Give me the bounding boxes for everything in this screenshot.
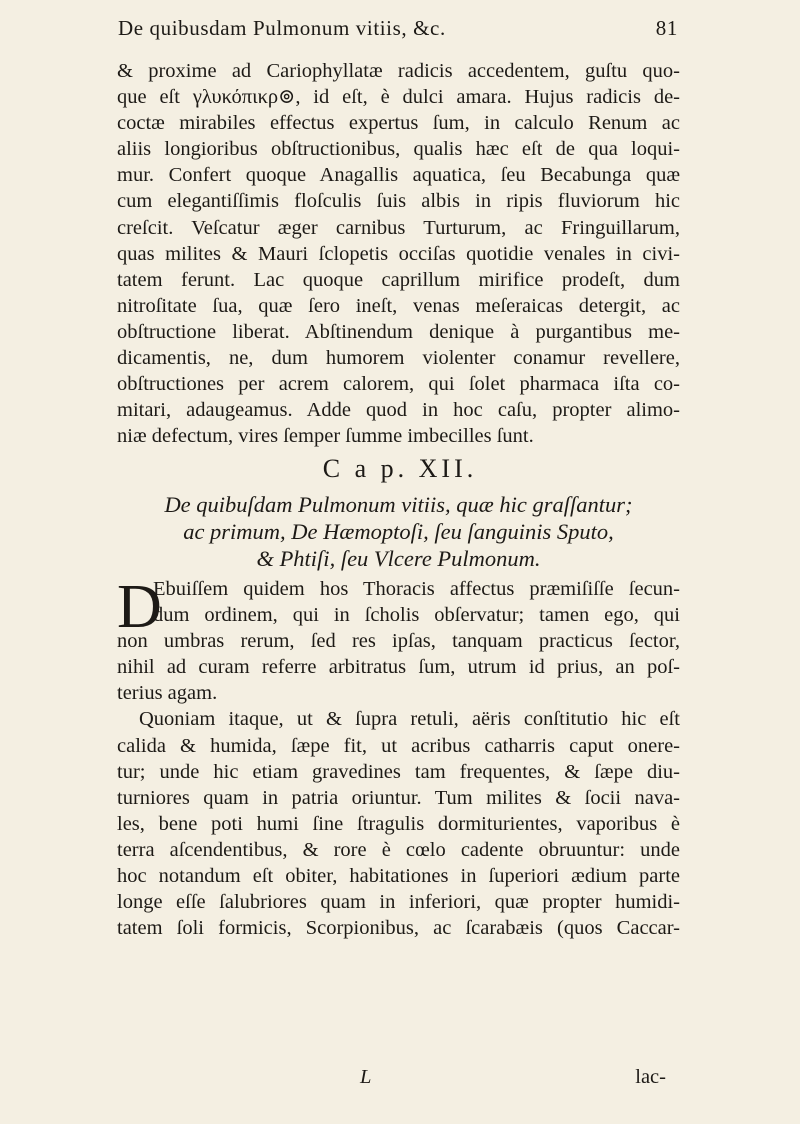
text-line: turniores quam in patria oriuntur. Tum milites & ſocii nava-	[117, 786, 680, 809]
drop-cap: D	[117, 573, 162, 641]
text-line: non umbras rerum, ſed res ipſas, tanquam practicus ſector,	[117, 630, 680, 653]
chapter-title	[117, 491, 680, 572]
text-line: longe eſſe ſalubriores quam in inferiori, quæ propter humidi-	[117, 891, 680, 914]
running-head	[118, 16, 678, 41]
text-line: tur; unde hic etiam gravedines tam frequentes, & ſæpe diu-	[117, 760, 680, 783]
text-line: nihil ad curam referre arbitratus ſum, utrum id prius, an poſ-	[117, 656, 680, 679]
text-line: mitari, adaugeamus. Adde quod in hoc caſu, propter alimo-	[117, 399, 680, 422]
text-line: obſtructione liberat. Abſtinendum denique à purgantibus me-	[117, 320, 680, 343]
text-line: les, bene poti humi ſine ſtragulis dormiturientes, vaporibus è	[117, 812, 680, 835]
text-line: cum elegantiſſimis floſculis ſuis albis in ripis fluviorum hic	[117, 190, 680, 213]
signature-mark: L	[360, 1066, 372, 1088]
page-number: 81	[655, 16, 678, 40]
text-line: nitroſitate ſua, quæ ſero ineſt, venas meſeraicas detergit, ac	[117, 294, 680, 317]
text-line: terius agam.	[117, 682, 218, 705]
chapter-title-line: ac primum, De Hæmoptoſi, ſeu ſanguinis Sputo,	[183, 519, 614, 544]
chapter-number: C a p. XII.	[322, 454, 478, 483]
text-line: aliis longioribus obſtructionibus, qualis hæc eſt de qua loqui-	[117, 138, 680, 161]
text-line: dicamentis, ne, dum humorem violenter conamur revellere,	[117, 347, 680, 370]
text-line: quas milites & Mauri ſclopetis occiſas quotidie venales in civi-	[117, 242, 680, 265]
running-head-title: De quibusdam Pulmonum vitiis, &c.	[118, 16, 446, 40]
text-line: Ebuiſſem quidem hos Thoracis affectus præmiſiſſe ſecun-	[153, 578, 680, 600]
chapter-title-line: De quibuſdam Pulmonum vitiis, quæ hic graſſantur;	[164, 492, 633, 517]
text-line: hoc notandum eſt obiter, habitationes in ſuperiori ædium parte	[117, 865, 680, 888]
text-line: creſcit. Veſcatur æger carnibus Turturum, ac Fringuillarum,	[117, 216, 680, 239]
catchword: lac-	[635, 1066, 666, 1088]
text-line: obſtructiones per acrem calorem, qui ſolet pharmaca iſta co-	[117, 373, 680, 396]
text-line: niæ defectum, vires ſemper ſumme imbecilles ſunt.	[117, 425, 534, 448]
text-line: terra aſcendentibus, & rore è cœlo cadente obruuntur: unde	[117, 838, 680, 861]
chapter-title-line: & Phtiſi, ſeu Vlcere Pulmonum.	[256, 546, 541, 571]
paragraph-continued	[117, 58, 680, 449]
text-line: dum ordinem, qui in ſcholis obſervatur; tamen ego, qui	[153, 604, 680, 627]
chapter-body	[117, 573, 680, 941]
text-line: calida & humida, ſæpe fit, ut acribus catharris caput onere-	[117, 734, 680, 757]
text-line: mur. Confert quoque Anagallis aquatica, ſeu Becabunga quæ	[117, 164, 680, 187]
text-line: & proxime ad Cariophyllatæ radicis accedentem, guſtu quo-	[117, 60, 680, 82]
text-line: que eſt γλυκόπικρ⊚, id eſt, è dulci amara. Hujus radicis de-	[117, 86, 680, 109]
text-line: coctæ mirabiles effectus expertus ſum, in calculo Renum ac	[117, 112, 680, 135]
text-line: Quoniam itaque, ut & ſupra retuli, aëris conſtitutio hic eſt	[139, 708, 680, 731]
text-line: tatem ſoli formicis, Scorpionibus, ac ſcarabæis (quos Caccar-	[117, 917, 680, 940]
text-line: tatem ferunt. Lac quoque caprillum mirifice prodeſt, dum	[117, 268, 680, 291]
